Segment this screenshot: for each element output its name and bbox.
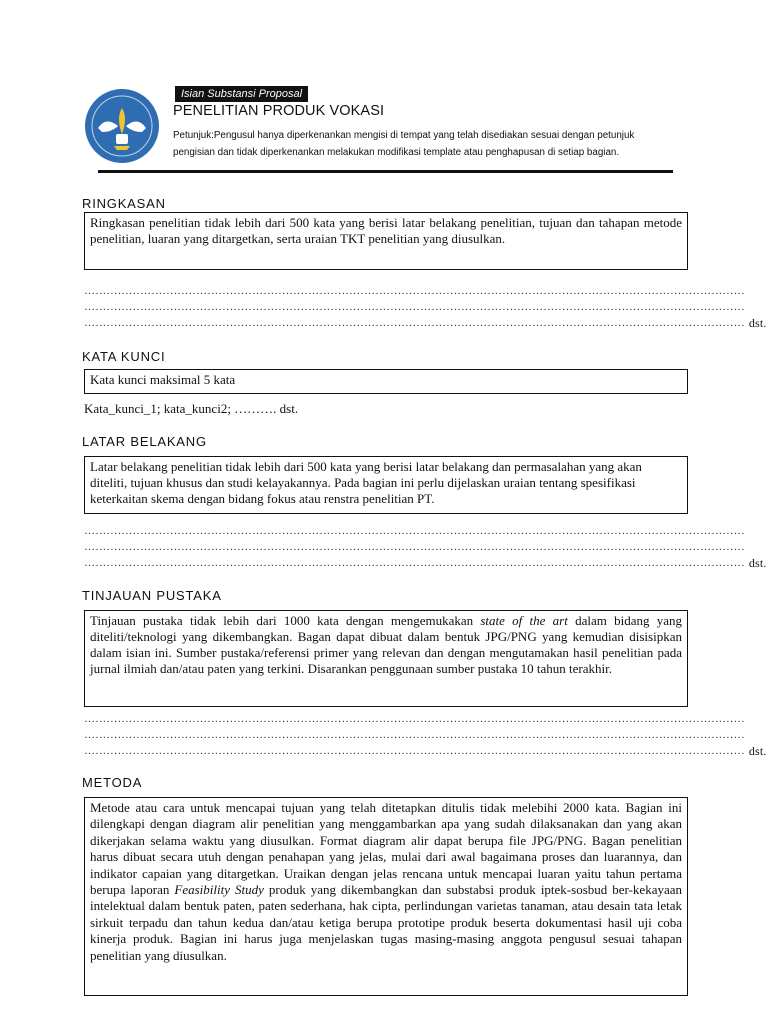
metoda-guidance-box: Metode atau cara untuk mencapai tujuan yang telah ditetapkan ditulis tidak melebihi 2000 kata. Bagian ini dilengkapi dengan diagram alir penelitian yang menggambarkan apa yang sudah dilaksanakan dan yang akan dikerjakan selama waktu yang diusulkan. Format diagram alir dapat berupa file JPG/PNG. Bagan penelitian harus dibuat secara utuh dengan penahapan yang jelas, mulai dari awal bagaimana proses dan luarannya, dan indikator capaian yang ditargetkan. Uraikan dengan jelas rencana untuk mencapai luaran yaitu tahun pertama berupa laporan Feasibility Study produk yang dikembangkan dan substabsi produk iptek-sosbud ber-kekayaan intelektual dalam bentuk paten, paten sederhana, hak cipta, perlindungan varietas tanaman, atau desain tata letak sirkuit terpadu dan tahun kedua dan/atau ketiga berupa prototipe produk beserta dokumentasi hasil uji coba kinerja produk. Bagian ini harus juga menjelaskan tugas masing-masing anggota pengusul sesuai tahapan penelitian yang diusulkan. [84, 797, 688, 996]
ringkasan-guidance-box: Ringkasan penelitian tidak lebih dari 500 kata yang berisi latar belakang penelitian, tujuan dan tahapan metode penelitian, luaran yang ditargetkan, serta uraian TKT penelitian yang diusulkan. [84, 212, 688, 270]
section-heading-tinjauan-pustaka: TINJAUAN PUSTAKA [82, 588, 222, 603]
dst-label: dst. [748, 744, 767, 758]
dst-label: dst. [748, 316, 767, 330]
header-divider [98, 170, 673, 173]
tinjauan-pustaka-guidance-box: Tinjauan pustaka tidak lebih dari 1000 kata dengan mengemukakan state of the art dalam bidang yang diteliti/teknologi yang dikembangkan. Bagan dapat dibuat dalam bentuk JPG/PNG yang kemudian disisipkan dalam isian ini. Sumber pustaka/referensi primer yang relevan dan dengan mengutamakan hasil penelitian pada jurnal ilmiah dan/atau paten yang terkini. Disarankan penggunaan sumber pustaka 10 tahun terakhir. [84, 610, 688, 707]
section-heading-metoda: METODA [82, 775, 143, 790]
instruction-text: Petunjuk:Pengusul hanya diperkenankan mengisi di tempat yang telah disediakan sesuai dengan petunjuk pengisian dan tidak diperkenankan melakukan modifikasi template atau penghapusan di setiap bagian. [173, 130, 635, 158]
section-heading-latar-belakang: LATAR BELAKANG [82, 434, 207, 449]
ringkasan-fill-area[interactable]: …………………………………………………………………………………………………………………………………………………………… …………………………………………………………………………………………………………………………………………………………… …………………………………………………………………………………………………………………………………………………………… dst. [84, 285, 767, 330]
dst-label: dst. [748, 556, 767, 570]
kata-kunci-guidance-box: Kata kunci maksimal 5 kata [84, 369, 688, 394]
section-heading-kata-kunci: KATA KUNCI [82, 349, 166, 364]
section-heading-ringkasan: RINGKASAN [82, 196, 166, 211]
tinjauan-pustaka-fill-area[interactable]: …………………………………………………………………………………………………………………………………………………………… …………………………………………………………………………………………………………………………………………………………… …………………………………………………………………………………………………………………………………………………………… dst. [84, 713, 767, 758]
proposal-tag: Isian Substansi Proposal [175, 86, 308, 102]
kata-kunci-example[interactable]: Kata_kunci_1; kata_kunci2; ………. dst. [84, 401, 299, 416]
latar-belakang-guidance-box: Latar belakang penelitian tidak lebih dari 500 kata yang berisi latar belakang dan permasalahan yang akan diteliti, tujuan khusus dan studi kelayakannya. Pada bagian ini perlu dijelaskan uraian tentang spesifikasi keterkaitan skema dengan bidang fokus atau renstra penelitian PT. [84, 456, 688, 514]
tut-wuri-handayani-emblem-icon [84, 88, 160, 164]
latar-belakang-fill-area[interactable]: …………………………………………………………………………………………………………………………………………………………… …………………………………………………………………………………………………………………………………………………………… …………………………………………………………………………………………………………………………………………………………… dst. [84, 525, 767, 570]
document-title: PENELITIAN PRODUK VOKASI [173, 103, 385, 119]
